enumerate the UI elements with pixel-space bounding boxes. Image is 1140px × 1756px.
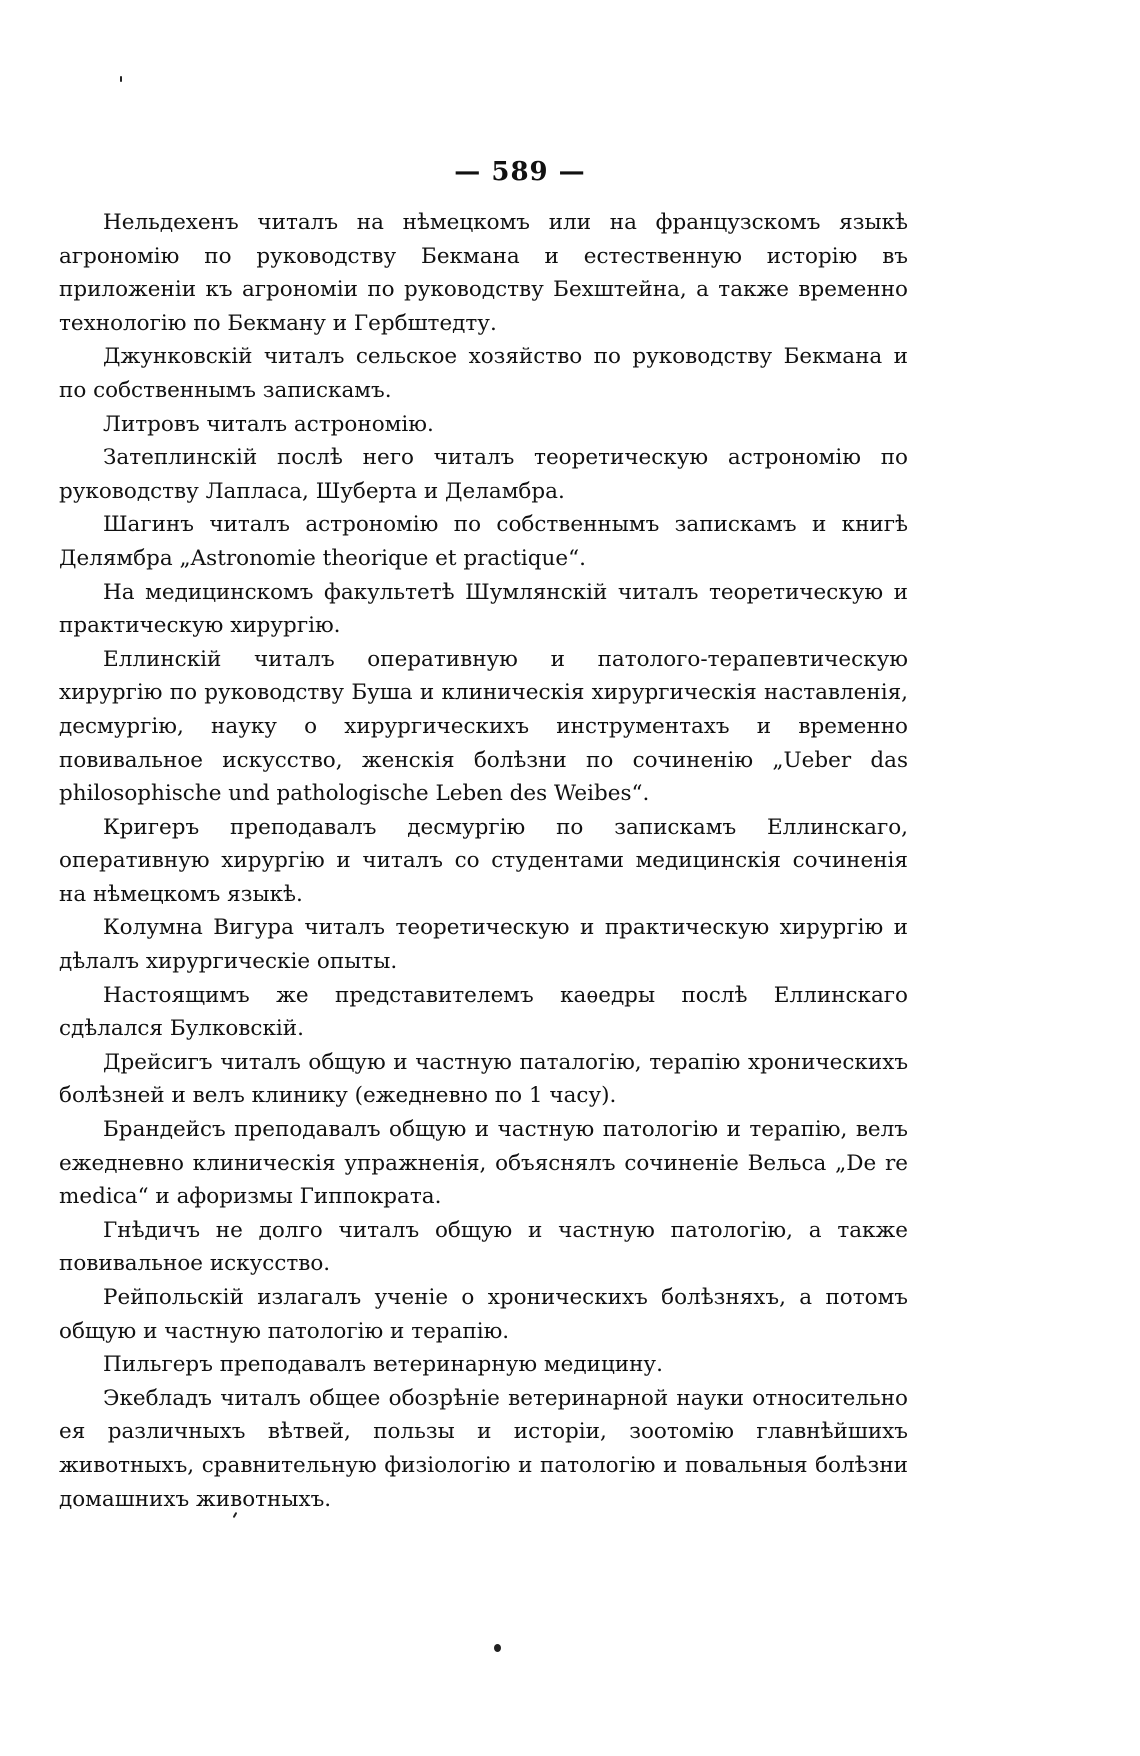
paragraph-brandeis: Брандейсъ преподавалъ общую и частную патологію и терапію, велъ ежедневно клиническія упражненія, объяснялъ сочиненіе Вельса „De re medica“ и афоризмы Гиппократа.	[59, 1117, 908, 1210]
paragraph-ellinsky: Еллинскій читалъ оперативную и патолого-терапевтическую хирургію по руководству Буша и клиническія хирургическія наставленія, десмургію, науку о хирургическихъ инструментахъ и временно повивальное искусство, женскія болѣзни по сочиненію „Ueber das philosophische und pathologische Leben des Weibes“.	[59, 646, 908, 807]
paragraph-neldechen: Нельдехенъ читалъ на нѣмецкомъ или на французскомъ языкѣ агрономію по руководству Бекмана и естественную исторію въ приложеніи къ агрономіи по руководству Бехштейна, а также временно технологію по Бекману и Гербштедту.	[59, 210, 908, 336]
paragraph-shagin: Шагинъ читалъ астрономію по собственнымъ запискамъ и книгѣ Делямбра „Astronomie theorique et practique“.	[59, 512, 908, 571]
paragraph-bulkovsky: Настоящимъ же представителемъ каѳедры послѣ Еллинскаго сдѣлался Булковскій.	[59, 982, 908, 1042]
ink-speck	[494, 1644, 501, 1652]
page-number: — 589 —	[454, 157, 586, 187]
paragraph-shumliansky: На медицинскомъ факультетѣ Шумлянскій читалъ теоретическую и практическую хирургію.	[59, 579, 908, 639]
paragraph-gnedich: Гнѣдичъ не долго читалъ общую и частную патологію, а также повивальное искусство.	[59, 1217, 908, 1277]
paragraph-dreisig: Дрейсигъ читалъ общую и частную паталогію, терапію хроническихъ болѣзней и велъ клинику (ежедневно по 1 часу).	[59, 1049, 908, 1109]
paragraph-dzhunkovsky: Джунковскій читалъ сельское хозяйство по руководству Бекмана и по собственнымъ запискамъ.	[59, 344, 908, 403]
paragraph-zateplinsky: Затеплинскій послѣ него читалъ теоретическую астрономію по руководству Лапласа, Шуберта и Деламбра.	[59, 445, 908, 504]
paragraph-ekeblad: Экебладъ читалъ общее обозрѣніе ветеринарной науки относительно ея различныхъ вѣтвей, пользы и исторіи, зоотомію главнѣйшихъ животныхъ, сравнительную физіологію и патологію и повальныя болѣзни домашнихъ животныхъ.	[59, 1385, 908, 1512]
paragraph-kolumna-vigura: Колумна Вигура читалъ теоретическую и практическую хирургію и дѣлалъ хирургическіе опыты.	[59, 915, 908, 975]
paragraph-pilger: Пильгеръ преподавалъ ветеринарную медицину.	[103, 1352, 663, 1378]
paragraph-kriger: Кригеръ преподавалъ десмургію по запискамъ Еллинскаго, оперативную хирургію и читалъ со студентами медицинскія сочиненія на нѣмецкомъ языкѣ.	[59, 814, 908, 907]
paragraph-litrov: Литровъ читалъ астрономію.	[103, 411, 434, 437]
body-text	[59, 206, 908, 1516]
paragraph-reipolsky: Рейпольскій излагалъ ученіе о хроническихъ болѣзняхъ, а потомъ общую и частную патологію и терапію.	[59, 1285, 908, 1344]
ink-mark	[120, 76, 122, 82]
